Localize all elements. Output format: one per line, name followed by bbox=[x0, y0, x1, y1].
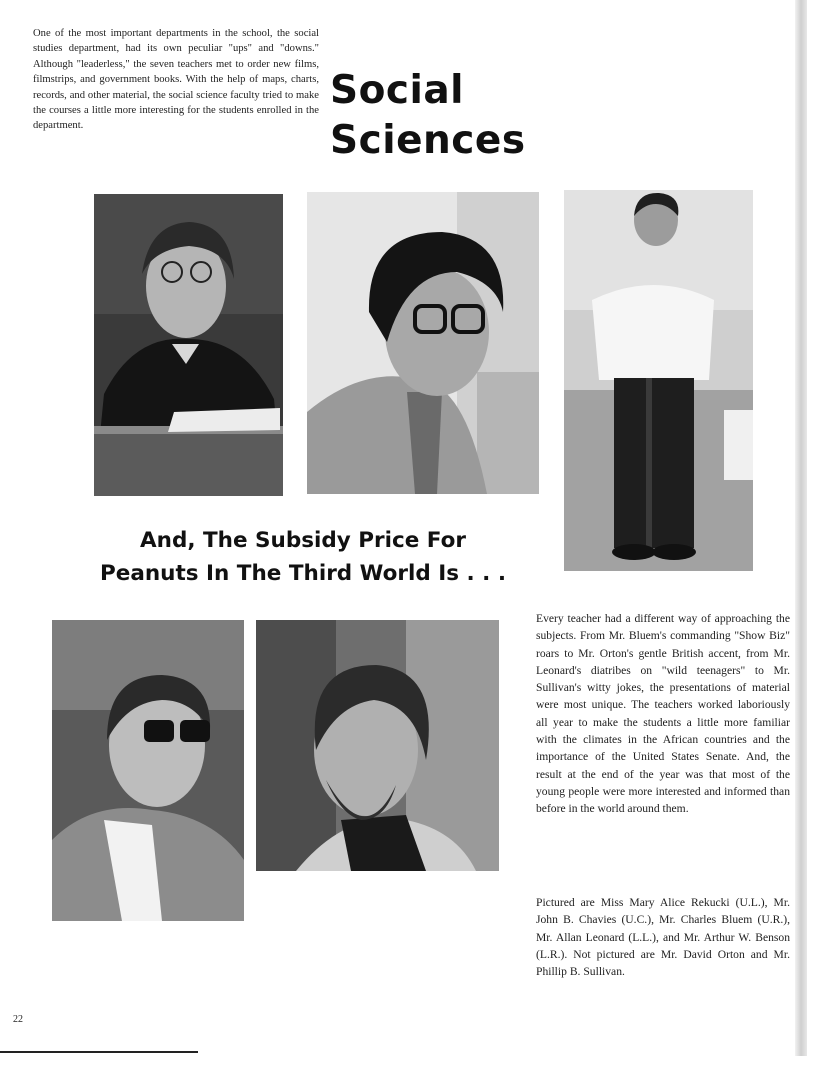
photo-upper-right bbox=[564, 190, 753, 571]
photo-caption: Pictured are Miss Mary Alice Rekucki (U.L.), Mr. John B. Chavies (U.C.), Mr. Charles Bluem (U.R.), Mr. Allan Leonard (L.L.), and Mr. Arthur W. Benson (L.R.). Not pictured are Mr. David Orton and Mr. Phillip B. Sullivan. bbox=[536, 896, 790, 979]
photo-lower-center bbox=[256, 620, 499, 871]
title-line-1: Social bbox=[330, 68, 465, 113]
subheadline-line-1: And, The Subsidy Price For bbox=[140, 528, 466, 553]
subheadline bbox=[60, 524, 546, 590]
intro-paragraph: One of the most important departments in the school, the social studies department, had its own peculiar "ups" and "downs." Although "leaderless," the seven teachers met to order new films, filmstrips, and government books. With the help of maps, charts, records, and other material, the social science faculty tried to make the courses a little more interesting for the students enrolled in the department. bbox=[33, 28, 319, 132]
photo-upper-left bbox=[94, 194, 283, 496]
photo-upper-center bbox=[307, 192, 539, 494]
page-title bbox=[330, 66, 526, 166]
subheadline-line-2: Peanuts In The Third World Is . . . bbox=[100, 561, 506, 586]
photo-lower-left bbox=[52, 620, 244, 921]
footer-rule bbox=[0, 1051, 198, 1053]
title-line-2: Sciences bbox=[330, 118, 526, 163]
body-paragraph: Every teacher had a different way of approaching the subjects. From Mr. Bluem's commanding "Show Biz" roars to Mr. Orton's gentle British accent, from Mr. Leonard's diatribes on "wild teenagers" to Mr. Sullivan's witty jokes, the presentations of material were most unique. The teachers worked laboriously all year to make the students a little more familiar with the climates in the African countries and the importance of the United States Senate. And, the result at the end of the year was that most of the young people were more interested and informed than before in the world around them. bbox=[536, 612, 790, 816]
page-number: 22 bbox=[13, 1014, 23, 1025]
page-binding-edge bbox=[795, 0, 807, 1056]
